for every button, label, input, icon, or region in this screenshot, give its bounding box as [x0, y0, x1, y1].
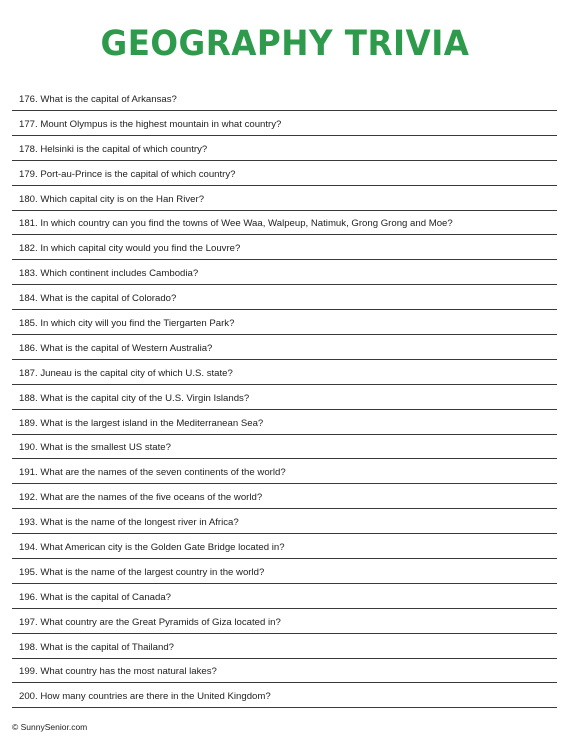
question-item	[0, 90, 570, 115]
question-text: 182. In which capital city would you find the Louvre?	[19, 243, 241, 255]
answer-line	[12, 110, 557, 111]
answer-line	[12, 434, 557, 435]
answer-line	[12, 633, 557, 634]
answer-line	[12, 409, 557, 410]
question-item	[0, 687, 570, 712]
question-text: 200. How many countries are there in the United Kingdom?	[19, 691, 271, 703]
question-item	[0, 140, 570, 165]
question-item	[0, 513, 570, 538]
question-text: 193. What is the name of the longest river in Africa?	[19, 517, 239, 529]
answer-line	[12, 259, 557, 260]
answer-line	[12, 384, 557, 385]
question-text: 194. What American city is the Golden Gate Bridge located in?	[19, 542, 285, 554]
answer-line	[12, 234, 557, 235]
question-item	[0, 563, 570, 588]
question-item	[0, 214, 570, 239]
question-text: 185. In which city will you find the Tiergarten Park?	[19, 318, 235, 330]
question-item	[0, 314, 570, 339]
question-item	[0, 463, 570, 488]
question-text: 184. What is the capital of Colorado?	[19, 293, 177, 305]
answer-line	[12, 309, 557, 310]
answer-line	[12, 508, 557, 509]
answer-line	[12, 707, 557, 708]
answer-line	[12, 458, 557, 459]
question-text: 179. Port-au-Prince is the capital of which country?	[19, 168, 236, 180]
question-item	[0, 115, 570, 140]
question-text: 177. Mount Olympus is the highest mountain in what country?	[19, 118, 282, 130]
question-text: 198. What is the capital of Thailand?	[19, 641, 175, 653]
question-item	[0, 389, 570, 414]
question-item	[0, 613, 570, 638]
question-text: 187. Juneau is the capital city of which U.S. state?	[19, 367, 233, 379]
copyright-footer: © SunnySenior.com	[12, 722, 88, 732]
answer-line	[12, 483, 557, 484]
question-item	[0, 165, 570, 190]
question-text: 189. What is the largest island in the Mediterranean Sea?	[19, 417, 264, 429]
question-item	[0, 662, 570, 687]
answer-line	[12, 185, 557, 186]
question-text: 183. Which continent includes Cambodia?	[19, 268, 199, 280]
question-item	[0, 289, 570, 314]
question-item	[0, 239, 570, 264]
question-item	[0, 488, 570, 513]
question-text: 191. What are the names of the seven continents of the world?	[19, 467, 286, 479]
question-text: 190. What is the smallest US state?	[19, 442, 171, 454]
question-text: 199. What country has the most natural lakes?	[19, 666, 217, 678]
question-item	[0, 339, 570, 364]
answer-line	[12, 210, 557, 211]
answer-line	[12, 533, 557, 534]
answer-line	[12, 682, 557, 683]
answer-line	[12, 608, 557, 609]
question-text: 176. What is the capital of Arkansas?	[19, 94, 177, 105]
question-item	[0, 638, 570, 663]
answer-line	[12, 359, 557, 360]
question-item	[0, 364, 570, 389]
question-text: 195. What is the name of the largest country in the world?	[19, 566, 265, 578]
question-text: 186. What is the capital of Western Australia?	[19, 342, 213, 354]
question-text: 188. What is the capital city of the U.S. Virgin Islands?	[19, 392, 250, 404]
answer-line	[12, 558, 557, 559]
answer-line	[12, 334, 557, 335]
question-text: 192. What are the names of the five oceans of the world?	[19, 492, 263, 504]
question-item	[0, 190, 570, 215]
answer-line	[12, 160, 557, 161]
question-text: 178. Helsinki is the capital of which country?	[19, 143, 208, 155]
answer-line	[12, 135, 557, 136]
page-title: GEOGRAPHY TRIVIA	[100, 24, 470, 64]
question-list	[0, 90, 570, 712]
question-item	[0, 588, 570, 613]
question-item	[0, 414, 570, 439]
question-text: 181. In which country can you find the towns of Wee Waa, Walpeup, Natimuk, Grong Grong and Moe?	[19, 218, 453, 230]
question-item	[0, 438, 570, 463]
answer-line	[12, 284, 557, 285]
question-item	[0, 264, 570, 289]
question-item	[0, 538, 570, 563]
question-text: 180. Which capital city is on the Han River?	[19, 193, 205, 205]
question-text: 197. What country are the Great Pyramids of Giza located in?	[19, 616, 281, 628]
answer-line	[12, 658, 557, 659]
question-text: 196. What is the capital of Canada?	[19, 591, 171, 603]
answer-line	[12, 583, 557, 584]
